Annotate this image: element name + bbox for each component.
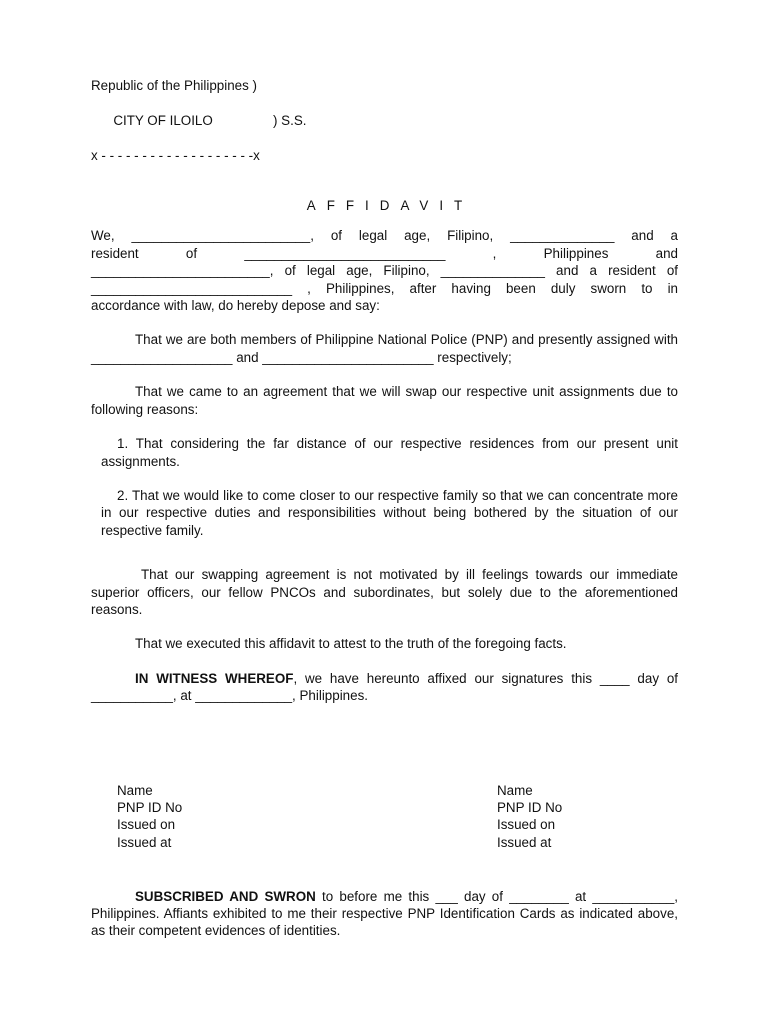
signature-block-right — [497, 782, 562, 852]
caption-republic: Republic of the Philippines ) — [91, 78, 257, 93]
signature-issued-on-label: Issued on — [117, 817, 176, 833]
caption-ss: ) S.S. — [273, 112, 307, 128]
reason-text-1: 1. That considering the far distance of our respective residences from our present unit assignments. — [101, 436, 678, 469]
intro-word-resident: resident — [91, 245, 139, 261]
document-title: AFFIDAVIT — [306, 198, 474, 214]
signature-section — [117, 782, 678, 852]
jurat-heading: SUBSCRIBED AND SWRON — [135, 888, 316, 904]
reason-item — [91, 487, 678, 539]
caption-city — [91, 94, 678, 146]
intro-paragraph — [91, 227, 678, 314]
swapping-paragraph: That our swapping agreement is not motivated by ill feelings towards our immediate superior officers, our fellow PNCOs and subordinates, but solely due to the aforementioned reasons. — [91, 567, 678, 617]
witness-text: , we have hereunto affixed our signatures this ____ day of ___________, at _____________, Philippines. — [91, 670, 678, 704]
executed-paragraph: That we executed this affidavit to attest to the truth of the foregoing facts. — [135, 636, 567, 652]
signature-block-left — [117, 782, 182, 852]
jurat-text: to before me this ___ day of ________ at ___________, Philippines. Affiants exhibited to me their respective PNP Identification Cards as indicated above, as their competent evidences of identities. — [91, 888, 678, 939]
signature-name-label: Name — [497, 782, 533, 798]
signature-name-label: Name — [117, 782, 153, 798]
reason-item — [91, 435, 678, 470]
affidavit-page — [91, 77, 678, 940]
intro-line-2 — [91, 245, 678, 262]
intro-comma: , — [492, 245, 497, 261]
intro-word-of: of — [185, 245, 198, 261]
caption-city-name: CITY OF ILOILO — [113, 112, 213, 128]
caption-separator: x - - - - - - - - - - - - - - - - - - -x — [91, 147, 260, 163]
agreement-paragraph: That we came to an agreement that we will swap our respective unit assignments due to following reasons: — [91, 384, 678, 417]
intro-blank-residence: ___________________________ — [244, 245, 446, 261]
intro-line-5: accordance with law, do hereby depose and say: — [91, 298, 380, 314]
witness-heading: IN WITNESS WHEREOF — [135, 670, 294, 686]
intro-word-philippines: Philippines — [543, 245, 609, 261]
intro-word-and: and — [655, 245, 678, 261]
caption — [91, 77, 678, 164]
signature-issued-at-label: Issued at — [497, 834, 552, 850]
intro-line-1: We, ________________________, of legal age, Filipino, ______________ and a — [91, 228, 678, 244]
signature-pnp-id-label: PNP ID No — [117, 799, 183, 815]
intro-line-4: ___________________________ , Philippines, after having been duly sworn to in — [91, 280, 678, 296]
intro-line-3: ________________________, of legal age, Filipino, ______________ and a resident of — [91, 263, 678, 279]
members-paragraph: That we are both members of Philippine National Police (PNP) and presently assigned with ___________________ and _______________________ respectively; — [91, 332, 678, 365]
witness-paragraph — [91, 670, 678, 705]
signature-pnp-id-label: PNP ID No — [497, 799, 563, 815]
signature-issued-at-label: Issued at — [117, 834, 172, 850]
jurat-paragraph — [91, 888, 678, 940]
reason-text-2: 2. That we would like to come closer to our respective family so that we can concentrate more in our respective duties and responsibilities without being bothered by the situation of our respective family. — [101, 487, 678, 538]
signature-issued-on-label: Issued on — [497, 817, 556, 833]
